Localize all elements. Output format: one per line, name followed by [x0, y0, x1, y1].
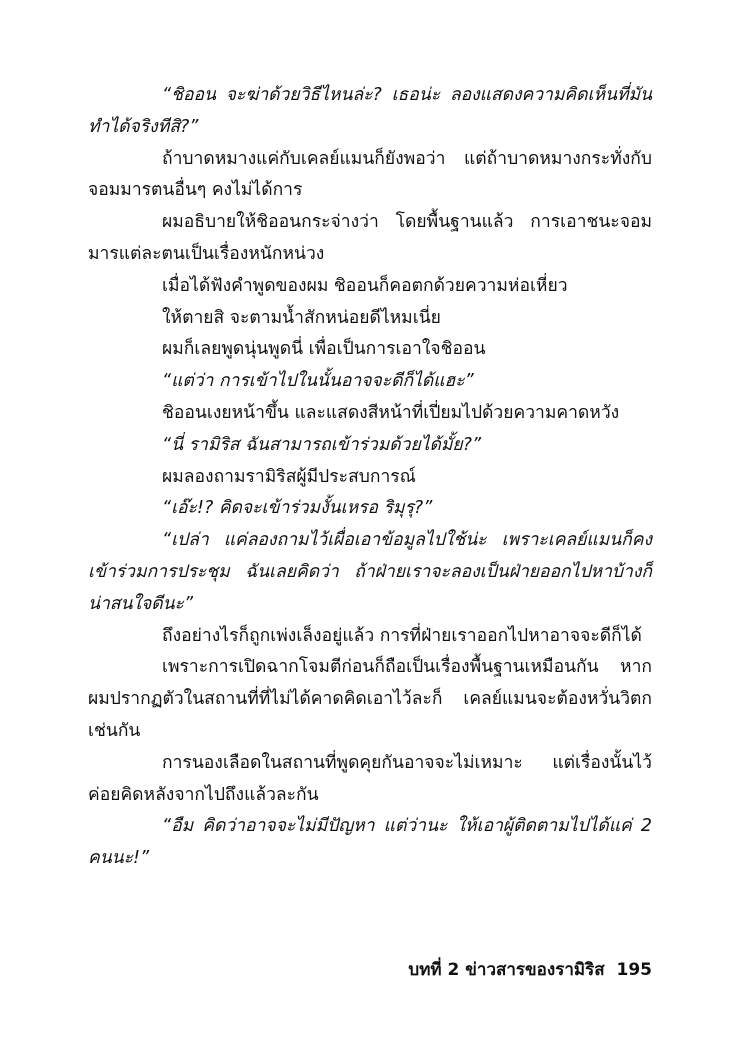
page-footer	[88, 956, 652, 984]
page-body-text	[88, 80, 652, 875]
narration-paragraph: ผมก็เลยพูดนุ่นพูดนี่ เพื่อเป็นการเอาใจชิออน	[162, 339, 486, 360]
page-number: 195	[616, 960, 652, 980]
narration-paragraph: ถ้าบาดหมางแค่กับเคลย์แมนก็ยังพอว่า แต่ถ้าบาดหมางกระทั่งกับจอมมารตนอื่นๆ คงไม่ได้การ	[88, 148, 652, 201]
narration-paragraph: เพราะการเปิดฉากโจมตีก่อนก็ถือเป็นเรื่องพื้นฐานเหมือนกัน หากผมปรากฏตัวในสถานที่ที่ไม่ได้คาดคิดเอาไว้ละก็ เคลย์แมนจะต้องหวั่นวิตกเช่นกัน	[88, 657, 652, 741]
narration-paragraph: ผมอธิบายให้ชิออนกระจ่างว่า โดยพื้นฐานแล้ว การเอาชนะจอมมารแต่ละตนเป็นเรื่องหนักหน่วง	[88, 212, 652, 264]
narration-paragraph: ผมลองถามรามิริสผู้มีประสบการณ์	[162, 466, 416, 487]
dialogue-paragraph: “ชิออน จะฆ่าด้วยวิธีไหนล่ะ? เธอน่ะ ลองแสดงความคิดเห็นที่มันทำได้จริงทีสิ?”	[88, 85, 652, 137]
dialogue-paragraph: “นี่ รามิริส ฉันสามารถเข้าร่วมด้วยได้มั้ย?”	[162, 434, 482, 455]
dialogue-paragraph: “แต่ว่า การเข้าไปในนั้นอาจจะดีก็ได้แฮะ”	[162, 371, 474, 392]
dialogue-paragraph: “อืม คิดว่าอาจจะไม่มีปัญหา แต่ว่านะ ให้เอาผู้ติดตามไปได้แค่ 2 คนนะ!”	[88, 816, 652, 869]
narration-paragraph: การนองเลือดในสถานที่พูดคุยกันอาจจะไม่เหมาะ แต่เรื่องนั้นไว้ค่อยคิดหลังจากไปถึงแล้วละกัน	[88, 752, 652, 805]
narration-paragraph: ถึงอย่างไรก็ถูกเพ่งเล็งอยู่แล้ว การที่ฝ่ายเราออกไปหาอาจจะดีก็ได้	[162, 625, 642, 646]
narration-paragraph: ชิออนเงยหน้าขึ้น และแสดงสีหน้าที่เปี่ยมไปด้วยความคาดหวัง	[162, 402, 620, 423]
chapter-title: บทที่ 2 ข่าวสารของรามิริส	[408, 960, 605, 980]
narration-paragraph: ให้ตายสิ จะตามน้ำสักหน่อยดีไหมเนี่ย	[162, 307, 441, 328]
dialogue-paragraph: “เอ๊ะ!? คิดจะเข้าร่วมงั้นเหรอ ริมุรุ?”	[162, 498, 433, 519]
dialogue-paragraph: “เปล่า แค่ลองถามไว้เผื่อเอาข้อมูลไปใช้น่ะ เพราะเคลย์แมนก็คงเข้าร่วมการประชุม ฉันเลยคิดว่า ถ้าฝ่ายเราจะลองเป็นฝ่ายออกไปหาบ้างก็น่าสนใจดีนะ”	[88, 530, 652, 614]
narration-paragraph: เมื่อได้ฟังคำพูดของผม ชิออนก็คอตกด้วยความห่อเหี่ยว	[162, 275, 568, 296]
